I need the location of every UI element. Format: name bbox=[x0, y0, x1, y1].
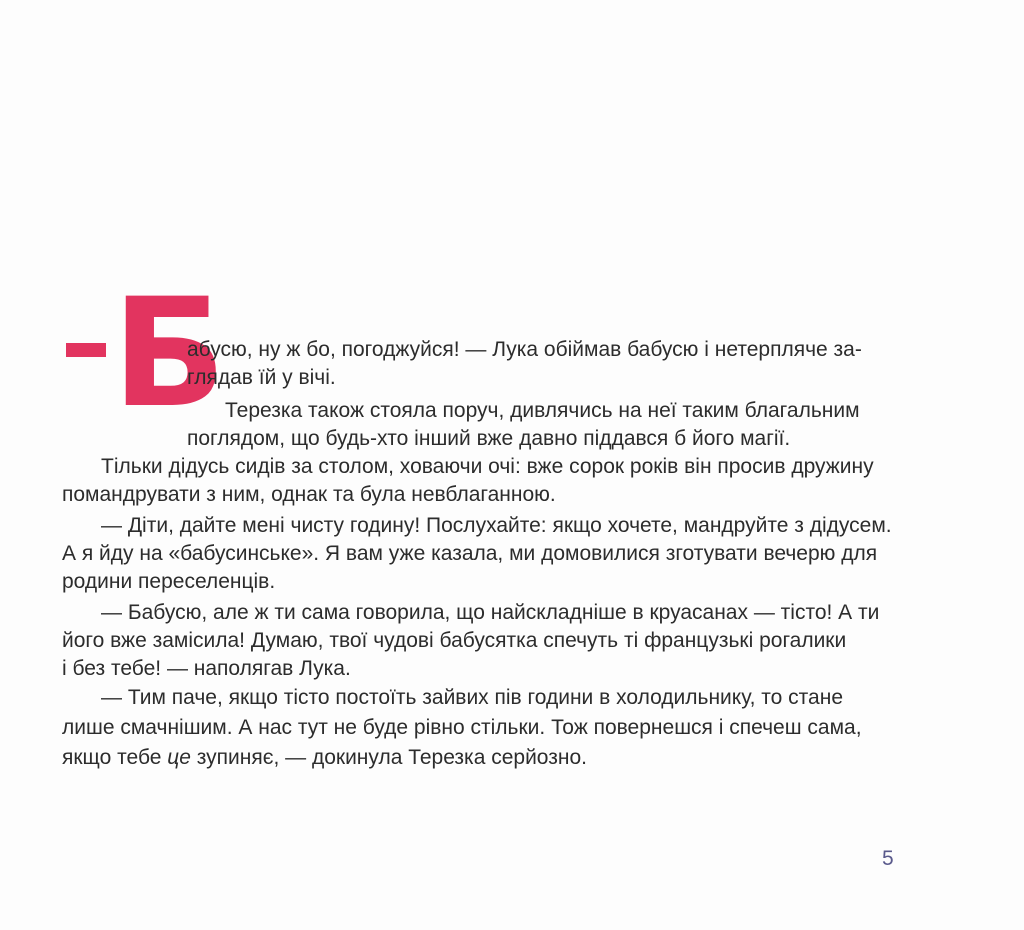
paragraph-4-line-3: родини переселенців. bbox=[62, 570, 276, 593]
paragraph-6-line-1: — Тим паче, якщо тісто постоїть зайвих пів години в холодильнику, то стане bbox=[101, 686, 844, 709]
paragraph-3-line-2: помандрувати з ним, однак та була невблаганною. bbox=[62, 483, 556, 506]
paragraph-4-line-1: — Діти, дайте мені чисту годину! Послухайте: якщо хочете, мандруйте з дідусем. bbox=[101, 514, 892, 537]
paragraph-2-line-2: поглядом, що будь-хто інший вже давно піддався б його магії. bbox=[187, 427, 791, 450]
paragraph-5-line-1: — Бабусю, але ж ти сама говорила, що найскладніше в круасанах — тісто! А ти bbox=[101, 601, 880, 624]
paragraph-6-line-3-pre: якщо тебе bbox=[62, 746, 168, 769]
paragraph-4-line-2: А я йду на «бабусинське». Я вам уже казала, ми домовилися зготувати вечерю для bbox=[62, 542, 878, 565]
page-number: 5 bbox=[882, 847, 894, 870]
paragraph-6-line-3-post: зупиняє, — докинула Терезка серйозно. bbox=[190, 746, 587, 769]
paragraph-1-line-2: глядав їй у вічі. bbox=[187, 366, 336, 389]
paragraph-5-line-3: і без тебе! — наполягав Лука. bbox=[62, 657, 351, 680]
emphasis-text: це bbox=[167, 746, 191, 769]
paragraph-1-line-1: абусю, ну ж бо, погоджуйся! — Лука обіймав бабусю і нетерпляче за- bbox=[187, 338, 862, 361]
dropcap-letter: Б bbox=[112, 267, 223, 441]
paragraph-3-line-1: Тільки дідусь сидів за столом, ховаючи очі: вже сорок років він просив дружину bbox=[101, 455, 874, 478]
dropcap-dash bbox=[66, 343, 106, 357]
paragraph-6-line-2: лише смачнішим. А нас тут не буде рівно стільки. Тож повернешся і спечеш сама, bbox=[62, 716, 862, 739]
paragraph-6-line-3 bbox=[62, 744, 587, 772]
paragraph-5-line-2: його вже замісила! Думаю, твої чудові бабусятка спечуть ті французькі рогалики bbox=[62, 629, 847, 652]
paragraph-2-line-1: Терезка також стояла поруч, дивлячись на неї таким благальним bbox=[225, 399, 860, 422]
